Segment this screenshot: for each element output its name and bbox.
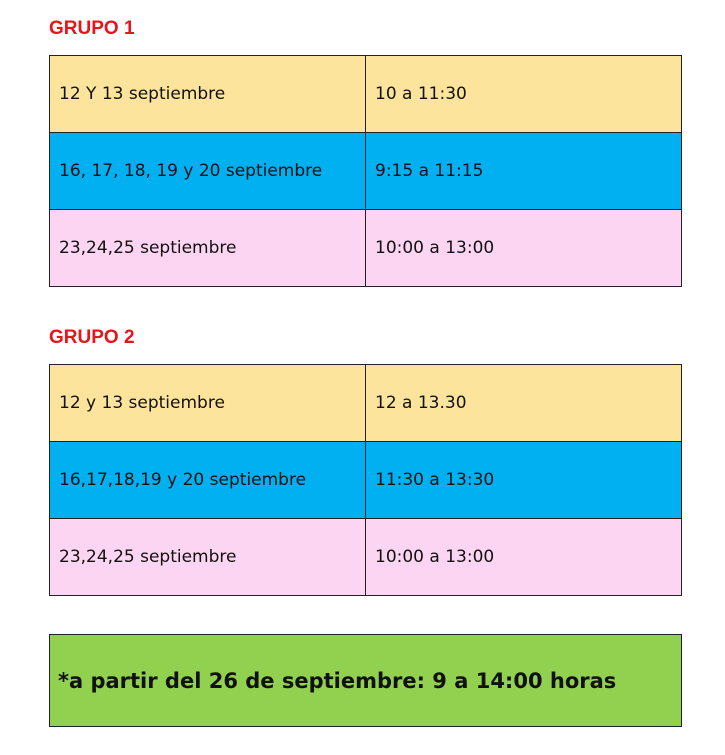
- dates-cell: 16,17,18,19 y 20 septiembre: [50, 442, 366, 519]
- dates-cell: 23,24,25 septiembre: [50, 210, 366, 287]
- group-1-schedule-table: [49, 55, 682, 287]
- table-row: [50, 519, 682, 596]
- schedule-note-text: *a partir del 26 de septiembre: 9 a 14:00 horas: [58, 668, 617, 693]
- time-cell: 10 a 11:30: [366, 56, 682, 133]
- group-1-title: GRUPO 1: [49, 18, 135, 39]
- time-cell: 11:30 a 13:30: [366, 442, 682, 519]
- time-cell: 12 a 13.30: [366, 365, 682, 442]
- group-2-title: GRUPO 2: [49, 327, 135, 348]
- dates-cell: 12 Y 13 septiembre: [50, 56, 366, 133]
- time-cell: 10:00 a 13:00: [366, 210, 682, 287]
- dates-cell: 23,24,25 septiembre: [50, 519, 366, 596]
- dates-cell: 16, 17, 18, 19 y 20 septiembre: [50, 133, 366, 210]
- table-row: [50, 210, 682, 287]
- group-2-schedule-table: [49, 364, 682, 596]
- table-row: [50, 365, 682, 442]
- dates-cell: 12 y 13 septiembre: [50, 365, 366, 442]
- table-row: [50, 133, 682, 210]
- time-cell: 10:00 a 13:00: [366, 519, 682, 596]
- table-row: [50, 56, 682, 133]
- table-row: [50, 442, 682, 519]
- schedule-note-box: [49, 634, 682, 727]
- time-cell: 9:15 a 11:15: [366, 133, 682, 210]
